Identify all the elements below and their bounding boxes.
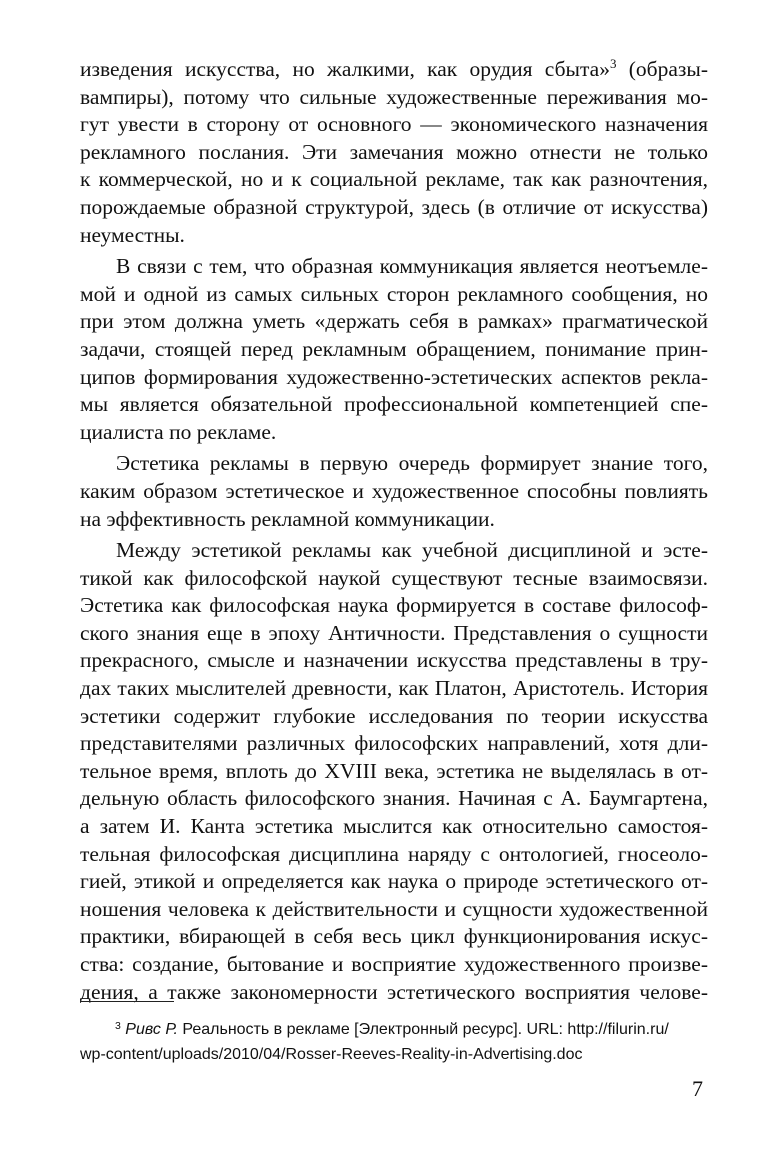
footnote-ref[interactable]: 3 [609,56,617,71]
page-number: 7 [692,1076,703,1101]
text-line: циалиста по рекламе. [80,419,277,444]
text-line: ства: создание, бытование и восприятие художественного произве- [80,952,708,976]
text-line: эстетики содержит глубокие исследования по теории искусства [80,703,708,728]
text-line: при этом должна уметь «держать себя в рамках» прагматической [80,309,708,334]
text-line: тельная философская дисциплина наряду с онтологией, гносеоло- [80,841,708,866]
text-line: рекламного послания. Эти замечания можно отнести не только [80,139,708,164]
text-line: а затем И. Канта эстетика мыслится как относительно самостоя- [80,814,708,839]
text-line: ципов формирования художественно-эстетических аспектов рекла- [80,364,708,389]
footnote-author: Ривс Р. [125,1021,178,1038]
text-line: изведения искусства, но жалкими, как орудия сбыта»$^3$ (образы- [80,56,708,81]
text-line: к коммерческой, но и к социальной рекламе, так как разночтения, [80,167,708,192]
text-line: Между эстетикой рекламы как учебной дисциплиной и эсте- [116,538,708,563]
paragraph-4 [80,537,708,1006]
page-body [80,56,708,1006]
text-line: гут увести в сторону от основного — экономического назначения [80,112,708,137]
footnote-line [80,1014,708,1042]
footnote-link[interactable]: wp-content/uploads/2010/04/Rosser-Reeves-Reality-in-Advertising.doc [80,1046,583,1063]
text-line: В связи с тем, что образная коммуникация является неотъемле- [116,254,708,279]
text-line: неуместны. [80,222,185,247]
text-line: порождаемые образной структурой, здесь (в отличие от искусства) [80,194,708,219]
text-line: вампиры), потому что сильные художественные переживания мо- [80,84,708,109]
text-line: задачи, стоящей перед рекламным обращением, понимание прин- [80,336,708,361]
text-line: каким образом эстетическое и художественное способны повлиять [80,478,708,503]
text-line: Эстетика как философская наука формируется в составе философ- [80,593,708,618]
text-line: ского знания еще в эпоху Античности. Представления о сущности [80,620,708,645]
text-line: ношения человека к действительности и сущности художественной [80,896,708,921]
text-line: на эффективность рекламной коммуникации. [80,506,495,531]
paragraph-2 [80,253,708,446]
text-line: прекрасного, смысле и назначении искусства представлены в тру- [80,648,708,673]
text-line: тикой как философской наукой существуют тесные взаимосвязи. [80,565,708,590]
footnote-text: Реальность в рекламе [Электронный ресурс]. URL: http://filurin.ru/ [177,1021,669,1038]
text-line: Эстетика рекламы в первую очередь формирует знание того, [116,451,708,476]
text-line: представителями различных философских направлений, хотя дли- [80,731,708,756]
text-line: дения, а также закономерности эстетического восприятия челове- [80,979,708,1004]
text-line: гией, этикой и определяется как наука о природе эстетического от- [80,869,708,894]
text-line: мы является обязательной профессиональной компетенцией спе- [80,392,708,417]
footnote [80,1014,708,1067]
text-line: тельное время, вплоть до XVIII века, эстетика не выделялась в от- [80,758,708,783]
footnote-divider [80,1001,174,1002]
text-line: дельную область философского знания. Начиная с А. Баумгартена, [80,786,708,811]
paragraph-1 [80,56,708,249]
paragraph-3 [80,450,708,533]
text-line: практики, вбирающей в себя весь цикл функционирования искус- [80,924,708,949]
text-line: дах таких мыслителей древности, как Платон, Аристотель. История [80,676,708,701]
footnote-number: 3 [115,1020,121,1032]
text-line: мой и одной из самых сильных сторон рекламного сообщения, но [80,281,708,306]
